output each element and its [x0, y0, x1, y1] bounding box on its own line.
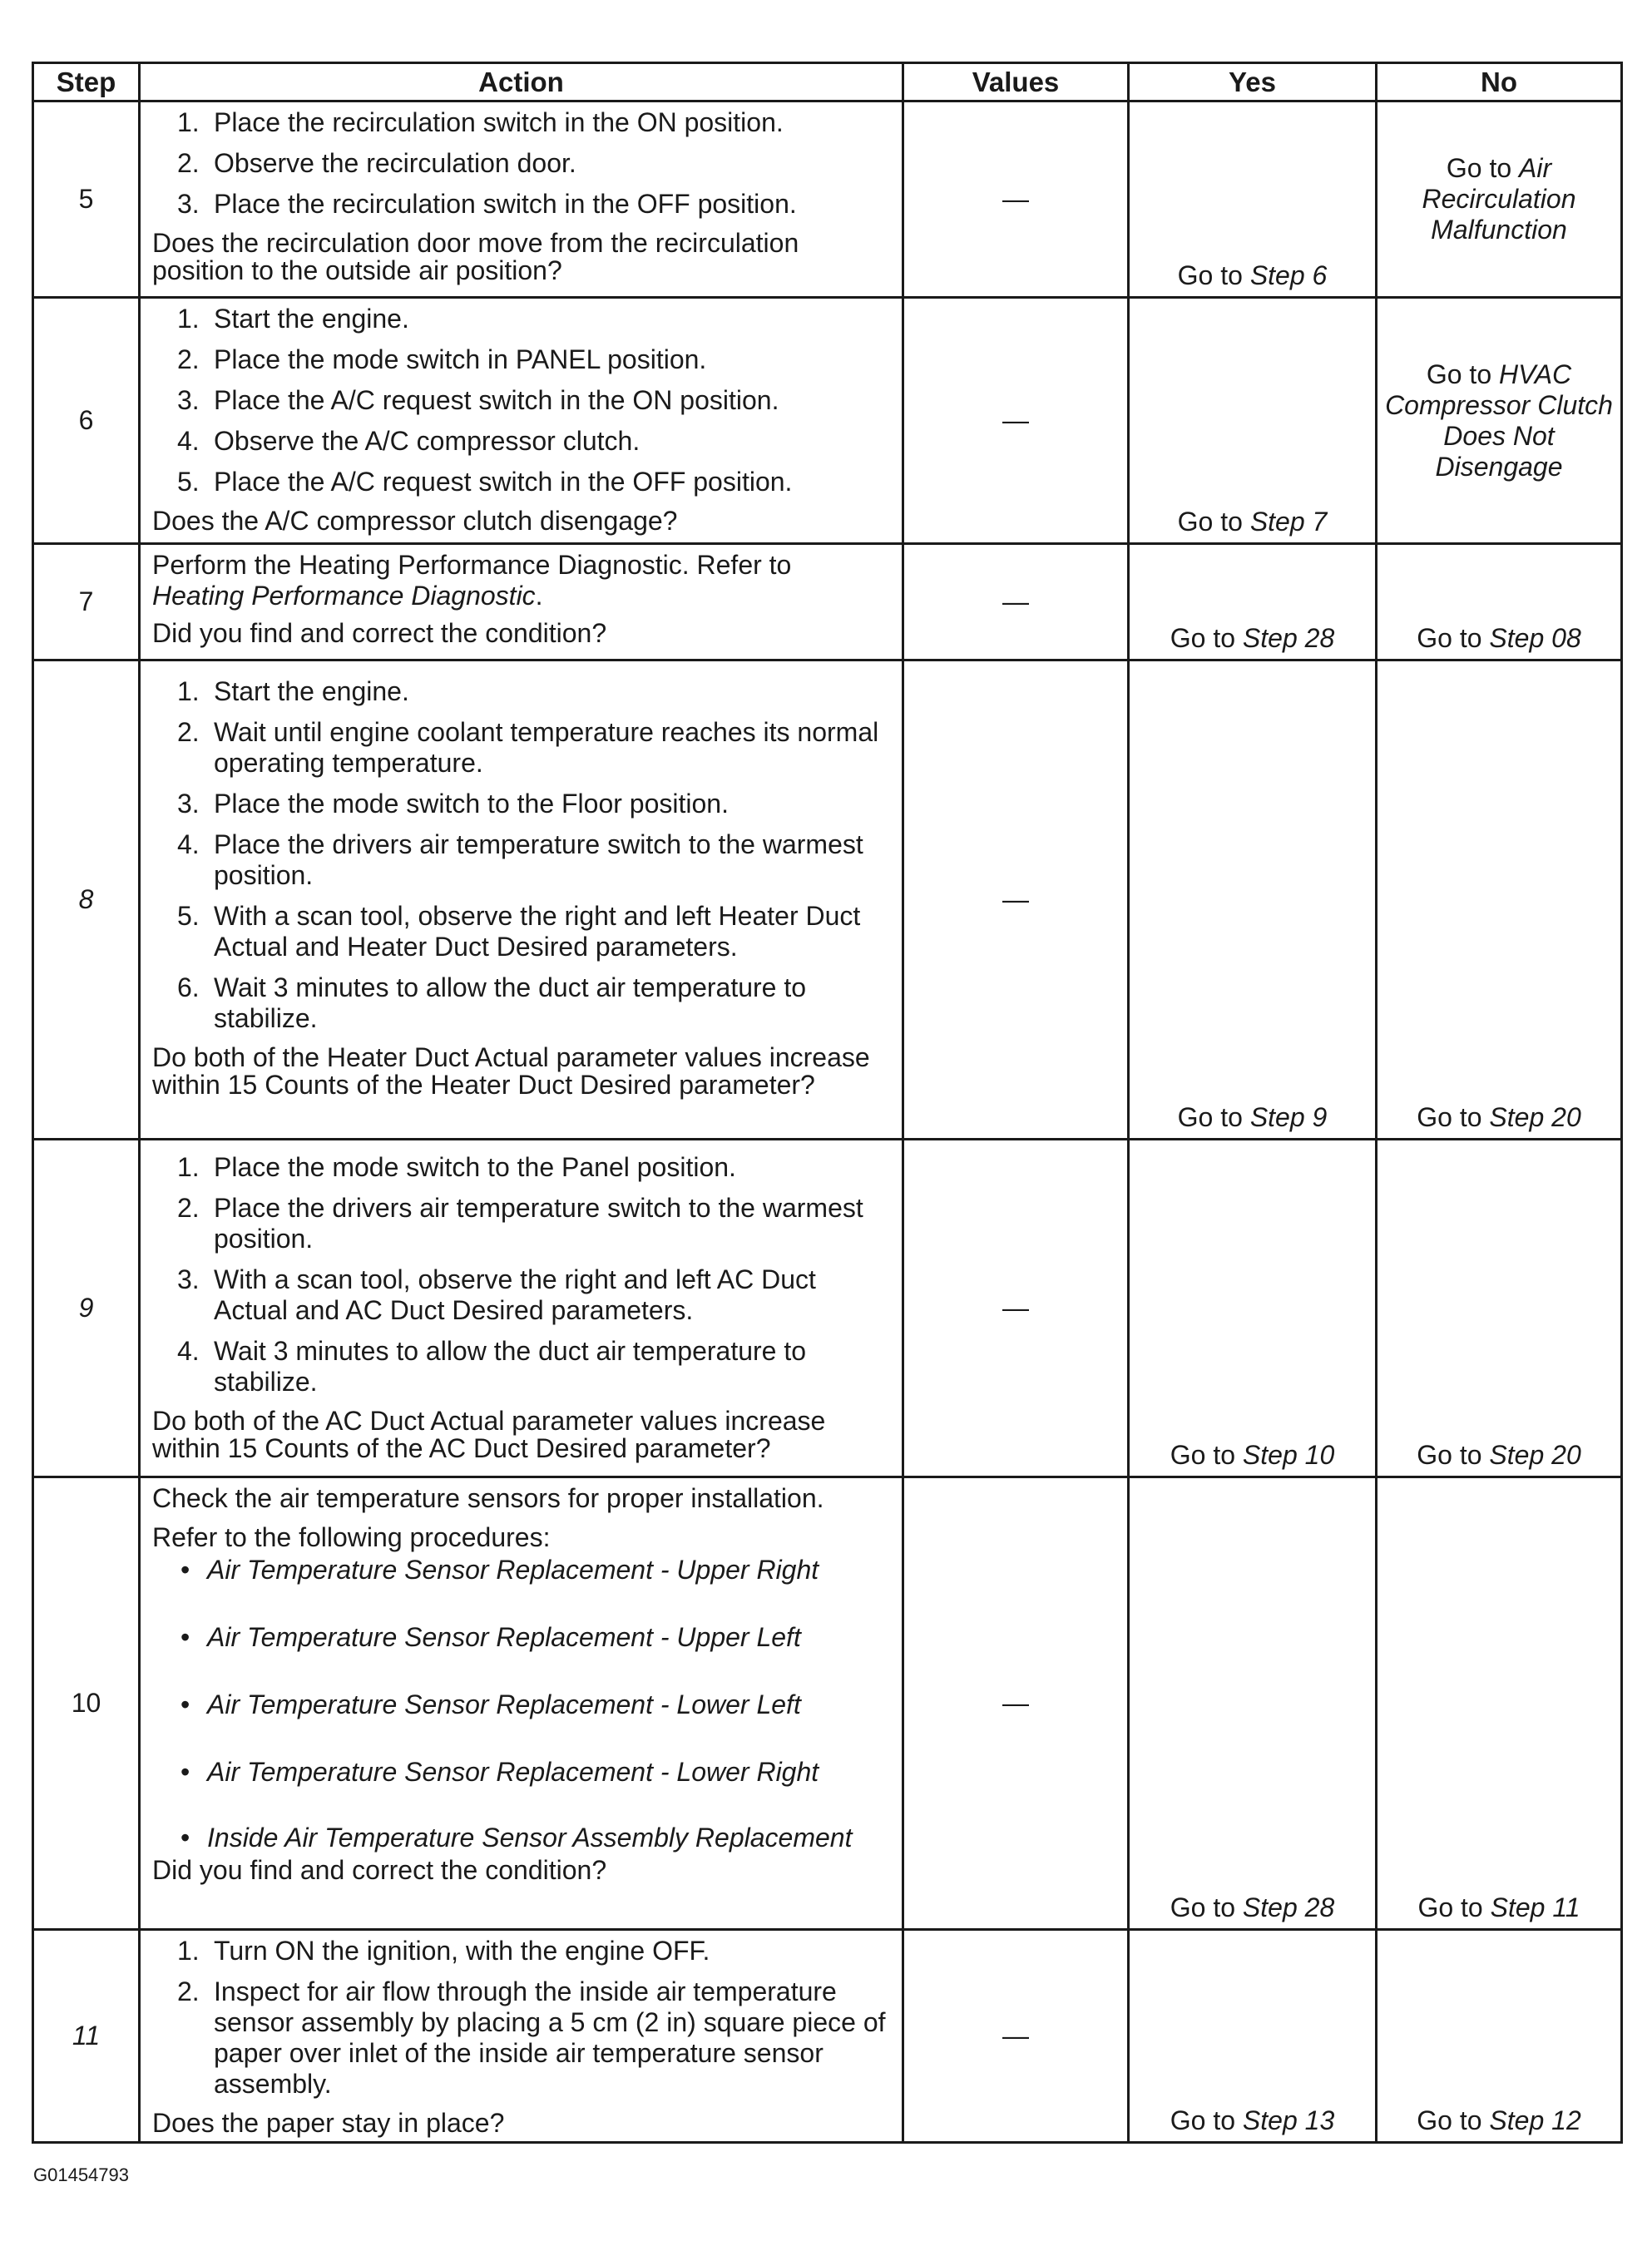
- list-item: 6. Wait 3 minutes to allow the duct air temperature to stabilize.: [177, 972, 807, 1033]
- list-item: 3. Place the recirculation switch in the OFF position.: [177, 189, 797, 219]
- step-number: 8: [33, 660, 140, 1140]
- no-cell: Go to Step 08: [1377, 544, 1622, 660]
- step-number: 5: [33, 101, 140, 298]
- step-number: 9: [33, 1140, 140, 1477]
- procedure-link[interactable]: • Air Temperature Sensor Replacement - Lower Left: [181, 1689, 801, 1719]
- table-row: [33, 101, 1622, 298]
- yes-cell: Go to Step 28: [1129, 1477, 1377, 1930]
- step-number: 7: [33, 544, 140, 660]
- table-row: [33, 660, 1622, 1140]
- list-item: 2. Observe the recirculation door.: [177, 148, 576, 178]
- question-text: Does the A/C compressor clutch disengage?: [152, 506, 678, 536]
- instruction-list: [152, 676, 893, 1034]
- yes-step-link[interactable]: Step 10: [1242, 1440, 1335, 1470]
- no-cell: Go to Step 20: [1377, 660, 1622, 1140]
- procedure-link[interactable]: • Air Temperature Sensor Replacement - Upper Left: [181, 1622, 801, 1652]
- list-item: 4. Place the drivers air temperature switch to the warmest position.: [177, 829, 863, 890]
- values-cell: —: [903, 1140, 1129, 1477]
- question-text: Did you find and correct the condition?: [152, 618, 607, 648]
- diagnostic-table: [32, 62, 1623, 2144]
- no-step-link[interactable]: Step 11: [1490, 1892, 1580, 1922]
- values-cell: —: [903, 544, 1129, 660]
- list-item: 1. Turn ON the ignition, with the engine OFF.: [177, 1936, 710, 1966]
- yes-step-link[interactable]: Step 6: [1249, 260, 1328, 290]
- list-item: 1. Place the recirculation switch in the ON position.: [177, 107, 784, 137]
- action-cell: [140, 1140, 903, 1477]
- procedure-link[interactable]: Heating Performance Diagnostic: [152, 581, 536, 611]
- header-row: [33, 63, 1622, 101]
- action-cell: [140, 1930, 903, 2143]
- yes-step-link[interactable]: Step 28: [1242, 623, 1335, 653]
- list-item: 3. Place the mode switch to the Floor position.: [177, 789, 729, 819]
- procedure-link[interactable]: • Inside Air Temperature Sensor Assembly Replacement: [181, 1823, 853, 1853]
- instruction-list: [152, 304, 893, 497]
- no-cell: Go to HVAC Compressor Clutch Does Not Disengage: [1377, 298, 1622, 544]
- no-cell: Go to Step 11: [1377, 1477, 1622, 1930]
- values-cell: —: [903, 1477, 1129, 1930]
- yes-step-link[interactable]: Step 9: [1249, 1102, 1328, 1132]
- instruction-text: Check the air temperature sensors for proper installation.: [152, 1483, 824, 1513]
- yes-cell: Go to Step 9: [1129, 660, 1377, 1140]
- values-cell: —: [903, 1930, 1129, 2143]
- list-item: 2. Place the drivers air temperature switch to the warmest position.: [177, 1193, 863, 1254]
- list-item: 2. Inspect for air flow through the inside air temperature sensor assembly by placing a 5 cm (2 in) square piece of paper over inlet of the inside air temperature sensor assembly.: [177, 1976, 886, 2099]
- procedure-link[interactable]: • Air Temperature Sensor Replacement - Lower Right: [181, 1757, 819, 1787]
- instruction-text: Refer to the following procedures:: [152, 1522, 551, 1552]
- procedure-list: [152, 1555, 893, 1852]
- instruction-text: Perform the Heating Performance Diagnostic. Refer to Heating Performance Diagnostic.: [152, 550, 792, 611]
- list-item: 4. Observe the A/C compressor clutch.: [177, 426, 641, 456]
- list-item: 5. With a scan tool, observe the right and left Heater Duct Actual and Heater Duct Desired parameters.: [177, 901, 861, 962]
- list-item: 5. Place the A/C request switch in the OFF position.: [177, 467, 793, 497]
- instruction-list: [152, 1936, 893, 2100]
- no-step-link[interactable]: Step 20: [1489, 1102, 1581, 1132]
- values-cell: —: [903, 101, 1129, 298]
- instruction-list: [152, 1152, 893, 1398]
- instruction-list: [152, 107, 893, 220]
- no-procedure-link[interactable]: Air Recirculation Malfunction: [1422, 153, 1576, 245]
- question-text: Did you find and correct the condition?: [152, 1855, 607, 1885]
- yes-cell: Go to Step 7: [1129, 298, 1377, 544]
- no-procedure-link[interactable]: HVAC Compressor Clutch Does Not Disengage: [1385, 359, 1613, 482]
- figure-id: G01454793: [33, 2164, 129, 2185]
- yes-step-link[interactable]: Step 7: [1249, 507, 1328, 537]
- yes-step-link[interactable]: Step 28: [1242, 1892, 1335, 1922]
- list-item: 2. Place the mode switch in PANEL position.: [177, 344, 707, 374]
- no-cell: Go to Step 12: [1377, 1930, 1622, 2143]
- yes-cell: Go to Step 10: [1129, 1140, 1377, 1477]
- step-number: 10: [33, 1477, 140, 1930]
- no-cell: Go to Air Recirculation Malfunction: [1377, 101, 1622, 298]
- question-text: Does the paper stay in place?: [152, 2108, 505, 2138]
- values-cell: —: [903, 298, 1129, 544]
- list-item: 1. Start the engine.: [177, 304, 409, 334]
- action-cell: [140, 660, 903, 1140]
- list-item: 3. With a scan tool, observe the right and left AC Duct Actual and AC Duct Desired parameters.: [177, 1264, 816, 1325]
- question-text: Do both of the AC Duct Actual parameter values increase within 15 Counts of the AC Duct Desired parameter?: [152, 1406, 826, 1463]
- no-cell: Go to Step 20: [1377, 1140, 1622, 1477]
- table-row: [33, 298, 1622, 544]
- step-number: 11: [33, 1930, 140, 2143]
- header-step: Step: [33, 63, 140, 101]
- header-action: Action: [140, 63, 903, 101]
- question-text: Does the recirculation door move from the recirculation position to the outside air position?: [152, 228, 799, 285]
- list-item: 3. Place the A/C request switch in the ON position.: [177, 385, 779, 415]
- action-cell: [140, 544, 903, 660]
- no-step-link[interactable]: Step 08: [1489, 623, 1581, 653]
- step-number: 6: [33, 298, 140, 544]
- list-item: 1. Place the mode switch to the Panel position.: [177, 1152, 736, 1182]
- table-row: [33, 1477, 1622, 1930]
- header-yes: Yes: [1129, 63, 1377, 101]
- table-row: [33, 1140, 1622, 1477]
- yes-step-link[interactable]: Step 13: [1242, 2105, 1335, 2135]
- list-item: 2. Wait until engine coolant temperature reaches its normal operating temperature.: [177, 717, 879, 778]
- action-cell: [140, 298, 903, 544]
- yes-cell: Go to Step 6: [1129, 101, 1377, 298]
- yes-cell: Go to Step 13: [1129, 1930, 1377, 2143]
- table-row: [33, 1930, 1622, 2143]
- values-cell: —: [903, 660, 1129, 1140]
- action-cell: [140, 1477, 903, 1930]
- no-step-link[interactable]: Step 20: [1489, 1440, 1581, 1470]
- no-step-link[interactable]: Step 12: [1489, 2105, 1581, 2135]
- question-text: Do both of the Heater Duct Actual parameter values increase within 15 Counts of the Heater Duct Desired parameter?: [152, 1042, 870, 1100]
- table-row: [33, 544, 1622, 660]
- yes-cell: Go to Step 28: [1129, 544, 1377, 660]
- procedure-link[interactable]: • Air Temperature Sensor Replacement - Upper Right: [181, 1555, 819, 1585]
- list-item: 4. Wait 3 minutes to allow the duct air temperature to stabilize.: [177, 1336, 807, 1397]
- list-item: 1. Start the engine.: [177, 676, 409, 706]
- header-no: No: [1377, 63, 1622, 101]
- header-values: Values: [903, 63, 1129, 101]
- action-cell: [140, 101, 903, 298]
